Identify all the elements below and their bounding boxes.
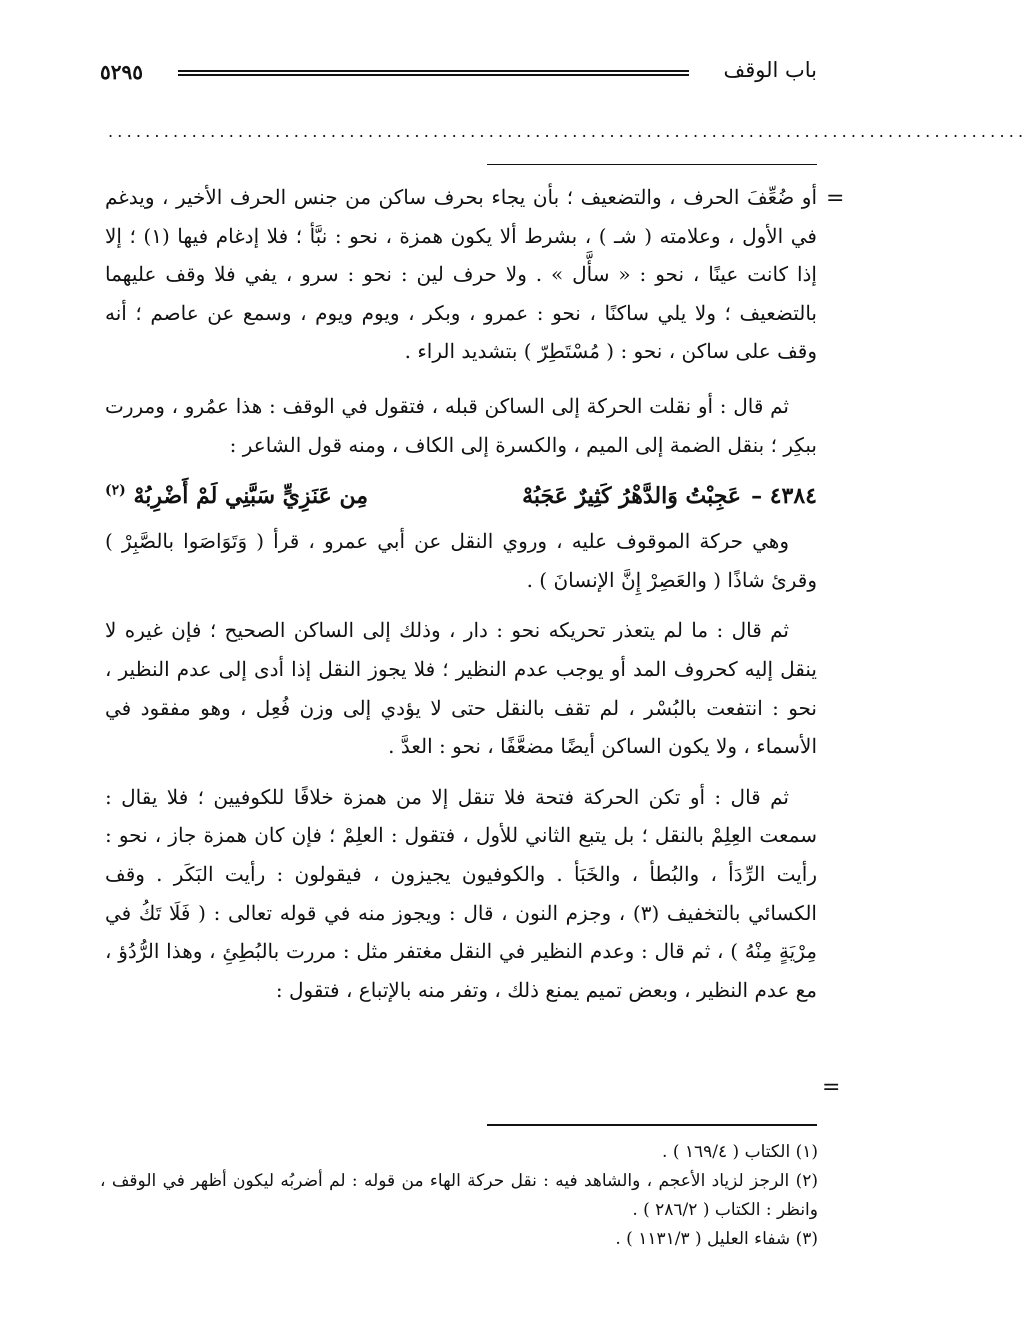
continuation-mark-top: = xyxy=(826,186,845,211)
header-rule xyxy=(178,70,689,76)
top-rule xyxy=(487,164,817,165)
verse-second-hemistich: مِن عَنَزِيٍّ سَبَّنِي لَمْ أَضْرِبُهْ $^{(٢)}$ xyxy=(105,482,368,510)
body-text xyxy=(105,178,817,1021)
paragraph-4: ثم قال : ما لم يتعذر تحريكه نحو : دار ، وذلك إلى الساكن الصحيح ؛ فإن غيره لا ينقل إليه كحروف المد أو يوجب عدم النظير ؛ فلا يجوز النقل إذا أدى إلى عدم النظير ، نحو : انتفعت بالبُسْر ، لم تقف بالنقل حتى لا يؤدي إلى وزن فُعِل ، وهو مفقود في الأسماء ، ولا يكون الساكن أيضًا مضعَّفًا ، نحو : العدَّ . xyxy=(105,618,817,759)
page-number: ٥٢٩٥ xyxy=(100,60,143,84)
paragraph-2: ثم قال : أو نقلت الحركة إلى الساكن قبله ، فتقول في الوقف : هذا عمُرو ، ومررت ببكِر ؛ بنقل الضمة إلى الميم ، والكسرة إلى الكاف ، ومنه قول الشاعر : xyxy=(105,393,817,457)
chapter-title: باب الوقف xyxy=(723,58,817,82)
poetry-verse xyxy=(105,476,817,516)
footnotes xyxy=(100,1138,818,1254)
paragraph-3: وهي حركة الموقوف عليه ، وروي النقل عن أبي عمرو ، قرأ ( وَتَوَاصَوا بالصَّبِرْ ) وقرئ شاذًا ( والعَصِرْ إِنَّ الإنسانَ ) . xyxy=(105,529,817,592)
footnote-1: (١) الكتاب ( ١٦٩/٤ ) . xyxy=(662,1142,818,1162)
paragraph-1: أو ضُعِّفَ الحرف ، والتضعيف ؛ بأن يجاء بحرف ساكن من جنس الحرف الأخير ، ويدغم في الأول ، وعلامته ( شـ ) ، بشرط ألا يكون همزة ، نحو : نبَّأ ؛ فلا إدغام فيها (١) ؛ إلا إذا كانت عينًا ، نحو : « سأَّل » . ولا حرف لين : نحو : سرو ، يفي فلا وقف عليهما بالتضعيف ؛ ولا يلي ساكنًا ، نحو : عمرو ، وبكر ، ويوم ويوم ، وسمع عن عاصم ؛ أنه وقف على ساكن ، نحو : ( مُسْتَطِرّ ) بتشديد الراء . xyxy=(105,185,817,364)
page-header xyxy=(100,58,817,88)
verse-footnote-ref: (٢) xyxy=(105,482,126,499)
paragraph-5: ثم قال : أو تكن الحركة فتحة فلا تنقل إلا من همزة خلافًا للكوفيين ؛ فلا يقال : سمعت العِلِمْ بالنقل ؛ بل يتبع الثاني للأول ، فتقول : العلِمْ ؛ فإن كان همزة جاز ، نحو : رأيت الرِّدَأ ، والبُطأ ، والخَبَأ . والكوفيون يجيزون ، فيقولون : رأيت البَكَر . وقف الكسائي بالتخفيف (٣) ، وجزم النون ، قال : ويجوز منه في قوله تعالى : ( فَلَا تَكُ في مِرْيَةٍ مِنْهُ ) ، ثم قال : وعدم النظير في النقل مغتفر مثل : مررت بالبُطِئِ ، وهذا الرُّدُؤ ، مع عدم النظير ، وبعض تميم يمنع ذلك ، وتفر منه بالإتباع ، فتقول : xyxy=(105,784,817,1002)
footnote-2: (٢) الرجز لزياد الأعجم ، والشاهد فيه : نقل حركة الهاء من قوله : لم أضربُه ليكون أظهر في الوقف ، وانظر : الكتاب ( ٢٨٦/٢ ) . xyxy=(100,1171,818,1220)
footnote-rule xyxy=(487,1124,817,1126)
verse-first-hemistich: ٤٣٨٤ –عَجِبْتُ وَالدَّهْرُ كَثِيرٌ عَجَبُهْ xyxy=(522,483,817,510)
dotted-separator: ................................................................................................... xyxy=(108,122,1027,141)
verse-number: ٤٣٨٤ – xyxy=(751,483,817,510)
footnote-3: (٣) شفاء العليل ( ١١٣١/٣ ) . xyxy=(615,1229,818,1249)
continuation-mark-bottom: = xyxy=(822,1075,841,1100)
